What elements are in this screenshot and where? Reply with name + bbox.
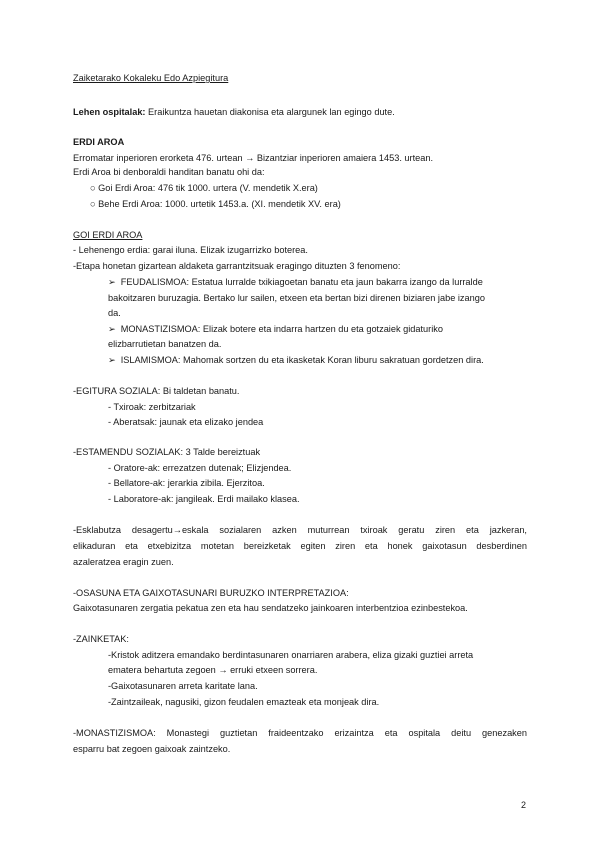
arrow-bullet-icon: ➢ [108,277,116,287]
erdi-aroa-line-1: Erromatar inperioren erorketa 476. urtean → Bizantziar inperioren amaiera 1453. urtean. [73,153,434,163]
osasuna-text: Gaixotasunaren zergatia pekatua zen eta hau sendatzeko jainkoaren interbentzioa ezinbestekoa. [73,603,468,613]
monastizismoa-para-2: esparru bat zegoen gaixoak zaintzeko. [73,744,231,754]
islamismoa-text: Mahomak sortzen du eta ikasketak Koran liburu sakratuan gordetzen dira. [180,355,484,365]
monastizismoa-name: MONASTIZISMOA: [120,324,201,334]
monastizismoa-para-1: -MONASTIZISMOA: Monastegi guztietan fraideentzako erizaintza eta ospitala deitu genezaken [73,728,527,738]
monastizismoa-line [108,323,443,335]
islamismoa-name: ISLAMISMOA: [120,355,181,365]
page-title: Zaiketarako Kokaleku Edo Azpiegitura [73,73,229,83]
zainketak-line-2: ematera behartuta zegoen → erruki etxeen sorrera. [108,665,318,675]
feudalismoa-text: Estatua lurralde txikiagoetan banatu eta jaun bakarra izango da lurralde [189,277,483,287]
hospitals-line [73,106,395,118]
islamismoa-line [108,354,484,366]
feudalismoa-text-2: bakoitzaren buruzagia. Bertako lur sailen, etxeen eta bertan bizi direnen biziaren jabe izango [108,293,485,303]
erdi-aroa-item: ○ Goi Erdi Aroa: 476 tik 1000. urtera (V. mendetik X.era) [90,183,318,193]
esklabutza-line-1: -Esklabutza desagertu→eskala sozialaren azken muturrean txiroak geratu ziren eta jazkeran, [73,525,527,535]
erdi-aroa-line-2: Erdi Aroa bi denboraldi handitan banatu ohi da: [73,167,265,177]
arrow-bullet-icon: ➢ [108,355,116,365]
egitura-item: - Txiroak: zerbitzariak [108,402,196,412]
monastizismoa-text-2: elizbarrutietan banatzen da. [108,339,222,349]
hospitals-text: Eraikuntza hauetan diakonisa eta alargunek lan egingo dute. [145,107,395,117]
goi-line-1: - Lehenengo erdia: garai iluna. Elizak izugarrizko boterea. [73,245,308,255]
esklabutza-line-3: azaleratzea eragin zuen. [73,557,174,567]
erdi-aroa-item: ○ Behe Erdi Aroa: 1000. urtetik 1453.a. (XI. mendetik XV. era) [90,199,341,209]
arrow-bullet-icon: ➢ [108,324,116,334]
estamendu-item: - Laboratore-ak: jangileak. Erdi mailako klasea. [108,494,300,504]
estamendu-heading: -ESTAMENDU SOZIALAK: 3 Talde bereiztuak [73,447,261,457]
feudalismoa-name: FEUDALISMOA: [120,277,190,287]
estamendu-item: - Bellatore-ak: jerarkia zibila. Ejerzitoa. [108,478,265,488]
zainketak-heading: -ZAINKETAK: [73,634,129,644]
zainketak-line-4: -Zaintzaileak, nagusiki, gizon feudalen emazteak eta monjeak dira. [108,697,380,707]
osasuna-heading: -OSASUNA ETA GAIXOTASUNARI BURUZKO INTERPRETAZIOA: [73,588,349,598]
zainketak-line-3: -Gaixotasunaren arreta karitate lana. [108,681,258,691]
estamendu-item: - Oratore-ak: errezatzen dutenak; Elizjendea. [108,463,292,473]
feudalismoa-text-3: da. [108,308,121,318]
zainketak-line-1: -Kristok aditzera emandako berdintasunaren onarriaren arabera, eliza gizaki guztiei arreta [108,650,474,660]
feudalismoa-line [108,276,483,288]
erdi-aroa-heading: ERDI AROA [73,137,125,147]
hospitals-label: Lehen ospitalak: [73,107,146,117]
goi-erdi-aroa-heading: GOI ERDI AROA [73,230,143,240]
esklabutza-line-2: elikaduran eta etxebizitza motetan bereizketak egiten ziren eta honek gaixotasun desberdinen [73,541,527,551]
page-number: 2 [521,800,527,810]
monastizismoa-text: Elizak botere eta indarra hartzen du eta gotzaiek gidaturiko [200,324,443,334]
egitura-heading: -EGITURA SOZIALA: Bi taldetan banatu. [73,386,240,396]
egitura-item: - Aberatsak: jaunak eta elizako jendea [108,417,264,427]
goi-line-2: -Etapa honetan gizartean aldaketa garrantzitsuak eragingo dituzten 3 fenomeno: [73,261,401,271]
